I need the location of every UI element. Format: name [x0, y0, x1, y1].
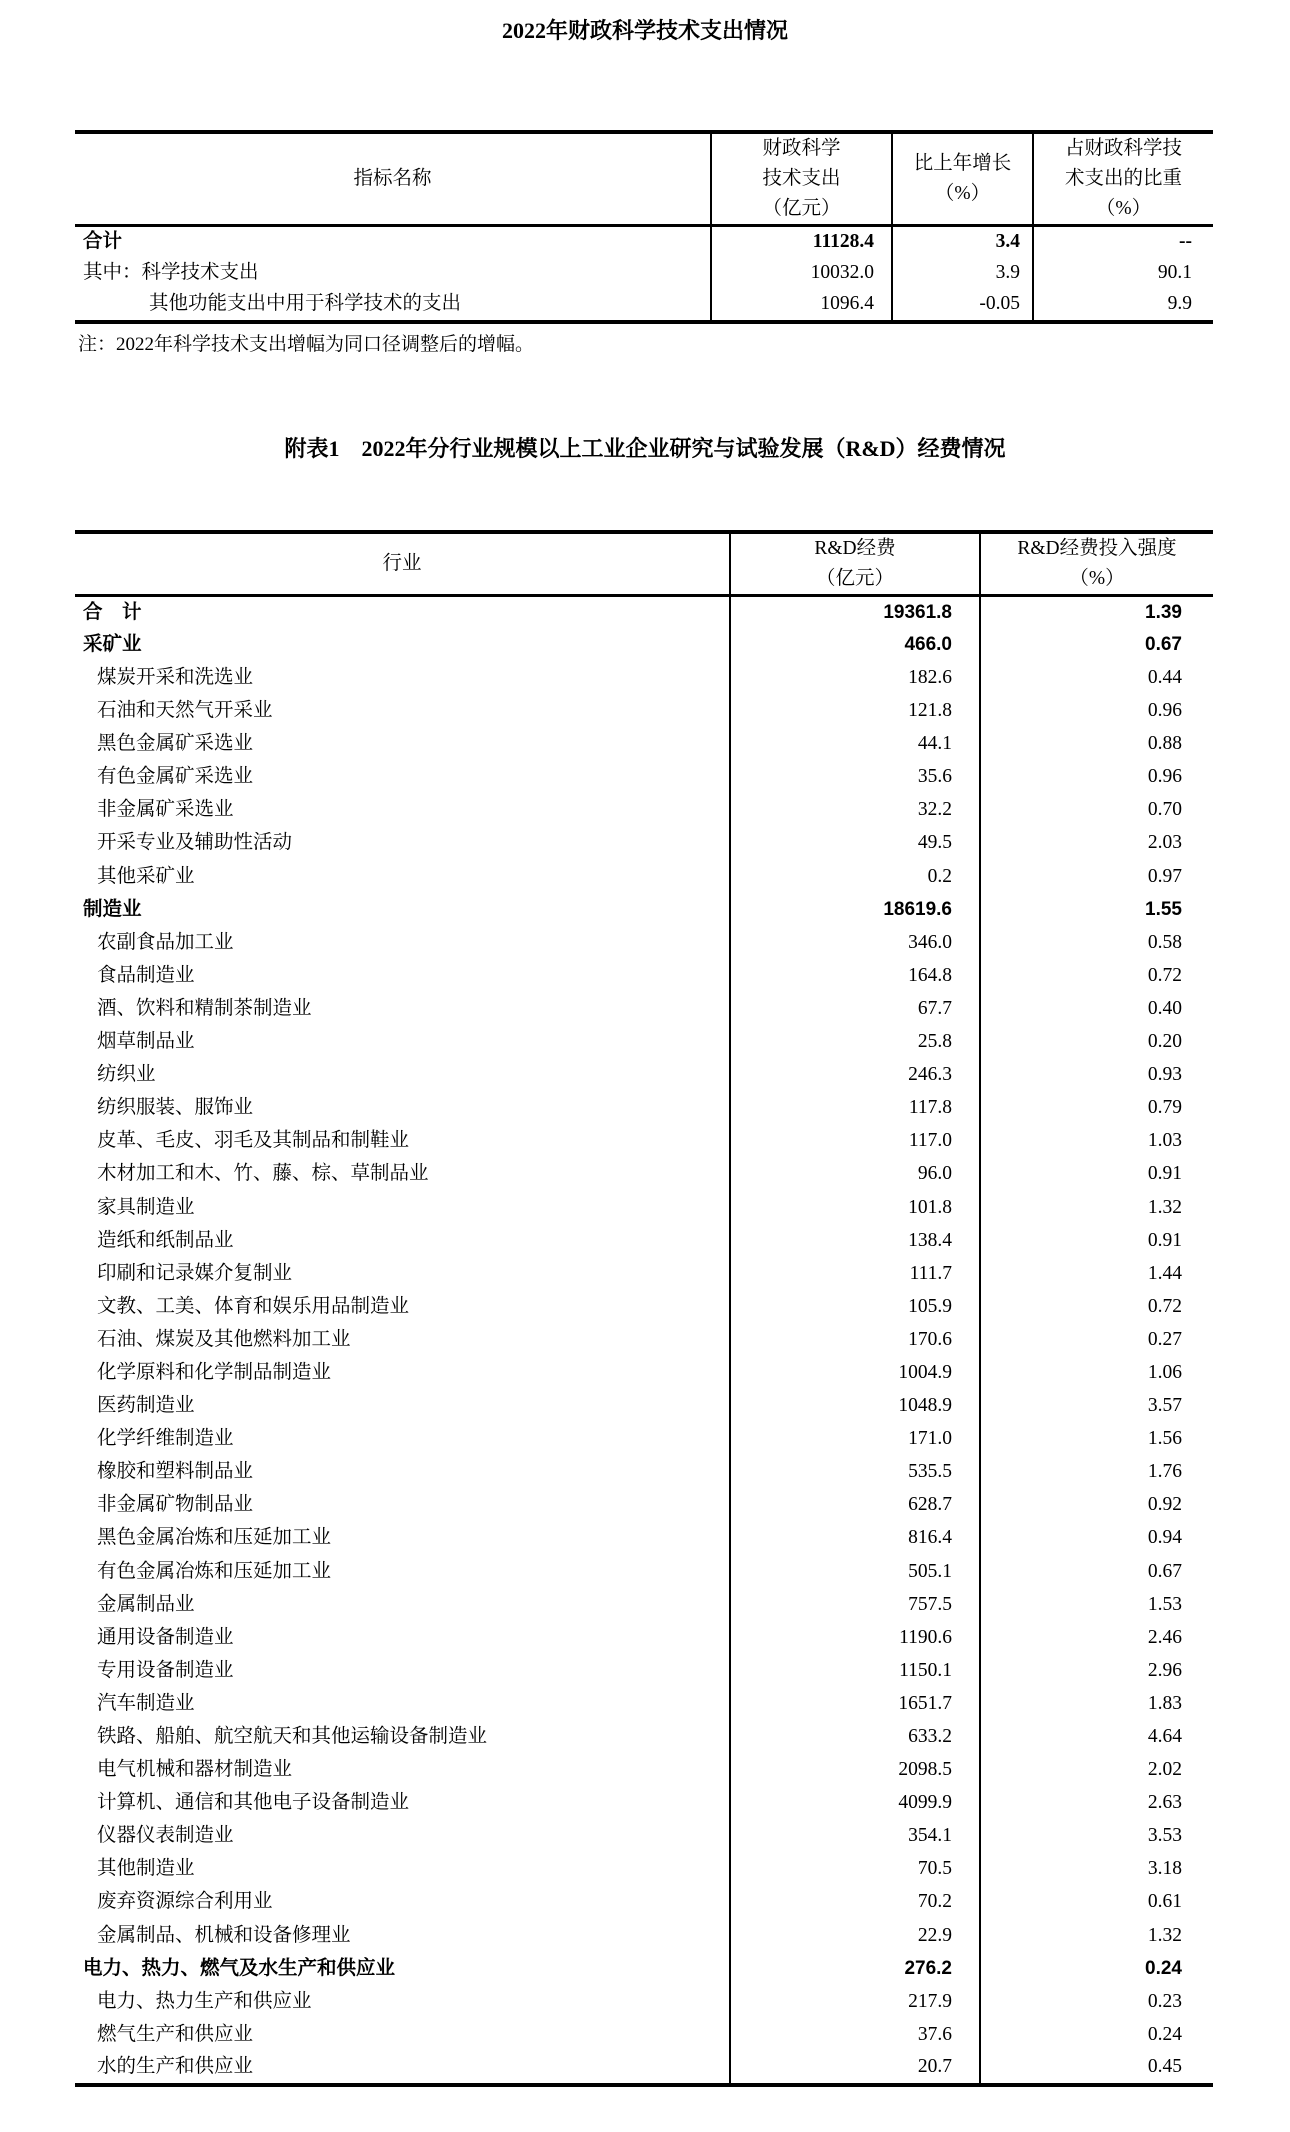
cell-label: 其中：科学技术支出	[83, 262, 259, 284]
cell-share: 90.1	[1033, 258, 1213, 290]
table-row	[75, 1952, 1213, 1985]
cell-intensity: 1.32	[980, 1919, 1213, 1952]
cell-value: 35.6	[730, 761, 980, 794]
cell-value: 18619.6	[730, 893, 980, 926]
cell-value: 182.6	[730, 662, 980, 695]
table-row	[75, 1721, 1213, 1754]
cell-label: 合 计	[83, 601, 142, 623]
cell-label: 食品制造业	[97, 964, 195, 986]
cell-value: 246.3	[730, 1059, 980, 1092]
cell-value: 628.7	[730, 1489, 980, 1522]
cell-value: 1096.4	[711, 290, 892, 322]
cell-value: 32.2	[730, 794, 980, 827]
table-row	[75, 662, 1213, 695]
cell-label: 石油和天然气开采业	[97, 700, 273, 722]
cell-label: 农副食品加工业	[97, 931, 234, 953]
appendix-table-title: 附表1 2022年分行业规模以上工业企业研究与试验发展（R&D）经费情况	[284, 435, 1006, 461]
table-row	[75, 1423, 1213, 1456]
cell-label: 汽车制造业	[97, 1692, 195, 1714]
cell-growth: 3.9	[892, 258, 1033, 290]
table-row	[75, 1290, 1213, 1323]
cell-label: 电气机械和器材制造业	[97, 1759, 293, 1781]
table-row	[75, 1522, 1213, 1555]
cell-intensity: 0.91	[980, 1224, 1213, 1257]
cell-label: 燃气生产和供应业	[97, 2023, 254, 2045]
table-row	[75, 860, 1213, 893]
cell-intensity: 2.03	[980, 827, 1213, 860]
cell-value: 49.5	[730, 827, 980, 860]
cell-intensity: 0.70	[980, 794, 1213, 827]
table-row	[75, 226, 1213, 258]
cell-value: 466.0	[730, 629, 980, 662]
cell-label: 废弃资源综合利用业	[97, 1891, 273, 1913]
cell-value: 25.8	[730, 1026, 980, 1059]
table-row	[75, 926, 1213, 959]
cell-label: 化学纤维制造业	[97, 1428, 234, 1450]
table-row	[75, 1324, 1213, 1357]
cell-label: 纺织服装、服饰业	[97, 1097, 254, 1119]
cell-value: 2098.5	[730, 1754, 980, 1787]
cell-label: 合计	[83, 231, 123, 253]
cell-intensity: 0.97	[980, 860, 1213, 893]
document-page	[0, 16, 1290, 2087]
cell-label: 其他功能支出中用于科学技术的支出	[149, 293, 462, 315]
cell-intensity: 0.24	[980, 1952, 1213, 1985]
cell-share: 9.9	[1033, 290, 1213, 322]
cell-value: 70.2	[730, 1886, 980, 1919]
cell-intensity: 1.56	[980, 1423, 1213, 1456]
cell-label: 造纸和纸制品业	[97, 1229, 234, 1251]
table-row	[75, 1390, 1213, 1423]
cell-intensity: 1.39	[980, 596, 1213, 629]
header-growth-over-previous-year: 比上年增长 （%）	[892, 132, 1033, 226]
cell-value: 535.5	[730, 1456, 980, 1489]
table-row	[75, 1224, 1213, 1257]
cell-value: 70.5	[730, 1853, 980, 1886]
table-row	[75, 761, 1213, 794]
table-row	[75, 1257, 1213, 1290]
cell-value: 121.8	[730, 695, 980, 728]
cell-intensity: 0.58	[980, 926, 1213, 959]
cell-label: 皮革、毛皮、羽毛及其制品和制鞋业	[97, 1130, 410, 1152]
cell-intensity: 0.72	[980, 960, 1213, 993]
rd-table-header-row	[75, 532, 1213, 596]
table-row	[75, 1853, 1213, 1886]
cell-value: 505.1	[730, 1555, 980, 1588]
cell-intensity: 0.23	[980, 1985, 1213, 2018]
cell-growth: -0.05	[892, 290, 1033, 322]
table-row	[75, 1754, 1213, 1787]
table-row	[75, 893, 1213, 926]
cell-label: 有色金属矿采选业	[97, 766, 254, 788]
header-industry: 行业	[75, 532, 730, 596]
cell-intensity: 1.53	[980, 1588, 1213, 1621]
cell-intensity: 0.20	[980, 1026, 1213, 1059]
table-row	[75, 1026, 1213, 1059]
cell-share: --	[1033, 226, 1213, 258]
table-row	[75, 993, 1213, 1026]
table-row	[75, 1886, 1213, 1919]
cell-intensity: 0.67	[980, 629, 1213, 662]
cell-growth: 3.4	[892, 226, 1033, 258]
cell-label: 烟草制品业	[97, 1031, 195, 1053]
table-row	[75, 629, 1213, 662]
cell-label: 黑色金属冶炼和压延加工业	[97, 1527, 332, 1549]
cell-intensity: 3.53	[980, 1820, 1213, 1853]
page-title: 2022年财政科学技术支出情况	[501, 18, 788, 43]
cell-value: 354.1	[730, 1820, 980, 1853]
cell-intensity: 3.57	[980, 1390, 1213, 1423]
cell-value: 0.2	[730, 860, 980, 893]
cell-label: 文教、工美、体育和娱乐用品制造业	[97, 1295, 410, 1317]
cell-intensity: 0.44	[980, 662, 1213, 695]
cell-value: 117.0	[730, 1125, 980, 1158]
cell-intensity: 0.72	[980, 1290, 1213, 1323]
cell-intensity: 0.96	[980, 695, 1213, 728]
cell-label: 采矿业	[83, 633, 142, 655]
cell-intensity: 0.27	[980, 1324, 1213, 1357]
cell-label: 电力、热力生产和供应业	[97, 1990, 312, 2012]
table-row	[75, 1621, 1213, 1654]
header-rd-funds: R&D经费 （亿元）	[730, 532, 980, 596]
cell-value: 816.4	[730, 1522, 980, 1555]
fiscal-table-header-row	[75, 132, 1213, 226]
table-row	[75, 1820, 1213, 1853]
cell-value: 138.4	[730, 1224, 980, 1257]
cell-value: 171.0	[730, 1423, 980, 1456]
cell-label: 金属制品业	[97, 1593, 195, 1615]
cell-label: 计算机、通信和其他电子设备制造业	[97, 1792, 410, 1814]
cell-label: 其他采矿业	[97, 865, 195, 887]
cell-value: 22.9	[730, 1919, 980, 1952]
cell-value: 164.8	[730, 960, 980, 993]
cell-value: 217.9	[730, 1985, 980, 2018]
table-row	[75, 290, 1213, 322]
cell-value: 20.7	[730, 2052, 980, 2085]
cell-label: 非金属矿物制品业	[97, 1494, 254, 1516]
cell-value: 67.7	[730, 993, 980, 1026]
cell-value: 37.6	[730, 2019, 980, 2052]
cell-intensity: 2.46	[980, 1621, 1213, 1654]
cell-intensity: 0.61	[980, 1886, 1213, 1919]
cell-value: 1190.6	[730, 1621, 980, 1654]
cell-label: 金属制品、机械和设备修理业	[97, 1924, 351, 1946]
table-row	[75, 728, 1213, 761]
table-row	[75, 1919, 1213, 1952]
cell-label: 家具制造业	[97, 1196, 195, 1218]
cell-intensity: 0.88	[980, 728, 1213, 761]
table-footnote: 注：2022年科学技术支出增幅为同口径调整后的增幅。	[78, 333, 535, 355]
table-row	[75, 1092, 1213, 1125]
table-row	[75, 2052, 1213, 2085]
cell-intensity: 0.94	[980, 1522, 1213, 1555]
cell-intensity: 1.83	[980, 1688, 1213, 1721]
cell-label: 其他制造业	[97, 1858, 195, 1880]
cell-value: 44.1	[730, 728, 980, 761]
cell-intensity: 0.45	[980, 2052, 1213, 2085]
table-row	[75, 1059, 1213, 1092]
table-row	[75, 1688, 1213, 1721]
fiscal-expenditure-table	[75, 130, 1213, 324]
cell-label: 仪器仪表制造业	[97, 1825, 234, 1847]
cell-intensity: 0.24	[980, 2019, 1213, 2052]
header-rd-intensity: R&D经费投入强度 （%）	[980, 532, 1213, 596]
cell-label: 非金属矿采选业	[97, 799, 234, 821]
cell-intensity: 0.96	[980, 761, 1213, 794]
cell-label: 有色金属冶炼和压延加工业	[97, 1560, 332, 1582]
cell-value: 1150.1	[730, 1655, 980, 1688]
header-fiscal-st-expenditure: 财政科学 技术支出 （亿元）	[711, 132, 892, 226]
table-row	[75, 960, 1213, 993]
cell-intensity: 1.44	[980, 1257, 1213, 1290]
cell-intensity: 0.91	[980, 1158, 1213, 1191]
cell-value: 757.5	[730, 1588, 980, 1621]
cell-intensity: 0.92	[980, 1489, 1213, 1522]
cell-intensity: 3.18	[980, 1853, 1213, 1886]
cell-value: 346.0	[730, 926, 980, 959]
cell-value: 4099.9	[730, 1787, 980, 1820]
cell-intensity: 0.67	[980, 1555, 1213, 1588]
cell-value: 633.2	[730, 1721, 980, 1754]
cell-value: 1048.9	[730, 1390, 980, 1423]
cell-label: 制造业	[83, 898, 142, 920]
table-row	[75, 2019, 1213, 2052]
rd-table-body	[75, 596, 1213, 2085]
cell-intensity: 2.63	[980, 1787, 1213, 1820]
cell-value: 1004.9	[730, 1357, 980, 1390]
table-row	[75, 1191, 1213, 1224]
cell-value: 11128.4	[711, 226, 892, 258]
cell-intensity: 1.32	[980, 1191, 1213, 1224]
table-row	[75, 596, 1213, 629]
cell-label: 电力、热力、燃气及水生产和供应业	[83, 1957, 396, 1979]
table-row	[75, 1489, 1213, 1522]
cell-intensity: 0.93	[980, 1059, 1213, 1092]
cell-value: 111.7	[730, 1257, 980, 1290]
cell-value: 1651.7	[730, 1688, 980, 1721]
cell-value: 117.8	[730, 1092, 980, 1125]
table-row	[75, 1655, 1213, 1688]
cell-value: 101.8	[730, 1191, 980, 1224]
table-row	[75, 1125, 1213, 1158]
header-share-of-fiscal-st-expenditure: 占财政科学技 术支出的比重 （%）	[1033, 132, 1213, 226]
cell-label: 酒、饮料和精制茶制造业	[97, 997, 312, 1019]
cell-label: 纺织业	[97, 1064, 156, 1086]
cell-label: 水的生产和供应业	[97, 2055, 254, 2077]
cell-label: 专用设备制造业	[97, 1659, 234, 1681]
cell-value: 19361.8	[730, 596, 980, 629]
cell-label: 开采专业及辅助性活动	[97, 832, 293, 854]
cell-label: 医药制造业	[97, 1395, 195, 1417]
table-row	[75, 695, 1213, 728]
table-row	[75, 1456, 1213, 1489]
cell-label: 煤炭开采和洗选业	[97, 667, 254, 688]
cell-value: 276.2	[730, 1952, 980, 1985]
table-row	[75, 1158, 1213, 1191]
cell-label: 通用设备制造业	[97, 1626, 234, 1648]
cell-intensity: 0.79	[980, 1092, 1213, 1125]
cell-intensity: 2.96	[980, 1655, 1213, 1688]
cell-intensity: 1.06	[980, 1357, 1213, 1390]
rd-funds-by-industry-table	[75, 530, 1213, 2087]
fiscal-table-body	[75, 226, 1213, 322]
cell-label: 石油、煤炭及其他燃料加工业	[97, 1328, 351, 1350]
cell-intensity: 4.64	[980, 1721, 1213, 1754]
table-row	[75, 1555, 1213, 1588]
cell-label: 印刷和记录媒介复制业	[97, 1262, 293, 1284]
cell-value: 10032.0	[711, 258, 892, 290]
table-row	[75, 1588, 1213, 1621]
cell-label: 橡胶和塑料制品业	[97, 1461, 254, 1483]
table-row	[75, 1787, 1213, 1820]
cell-intensity: 1.76	[980, 1456, 1213, 1489]
cell-intensity: 1.55	[980, 893, 1213, 926]
cell-value: 170.6	[730, 1324, 980, 1357]
cell-label: 黑色金属矿采选业	[97, 733, 254, 755]
cell-value: 105.9	[730, 1290, 980, 1323]
table-row	[75, 794, 1213, 827]
table-row	[75, 827, 1213, 860]
cell-label: 化学原料和化学制品制造业	[97, 1361, 332, 1383]
cell-label: 铁路、船舶、航空航天和其他运输设备制造业	[97, 1726, 488, 1747]
table-row	[75, 1985, 1213, 2018]
table-row	[75, 258, 1213, 290]
cell-intensity: 1.03	[980, 1125, 1213, 1158]
cell-value: 96.0	[730, 1158, 980, 1191]
cell-intensity: 0.40	[980, 993, 1213, 1026]
cell-intensity: 2.02	[980, 1754, 1213, 1787]
header-indicator-name: 指标名称	[75, 132, 711, 226]
cell-label: 木材加工和木、竹、藤、棕、草制品业	[97, 1163, 429, 1185]
table-row	[75, 1357, 1213, 1390]
